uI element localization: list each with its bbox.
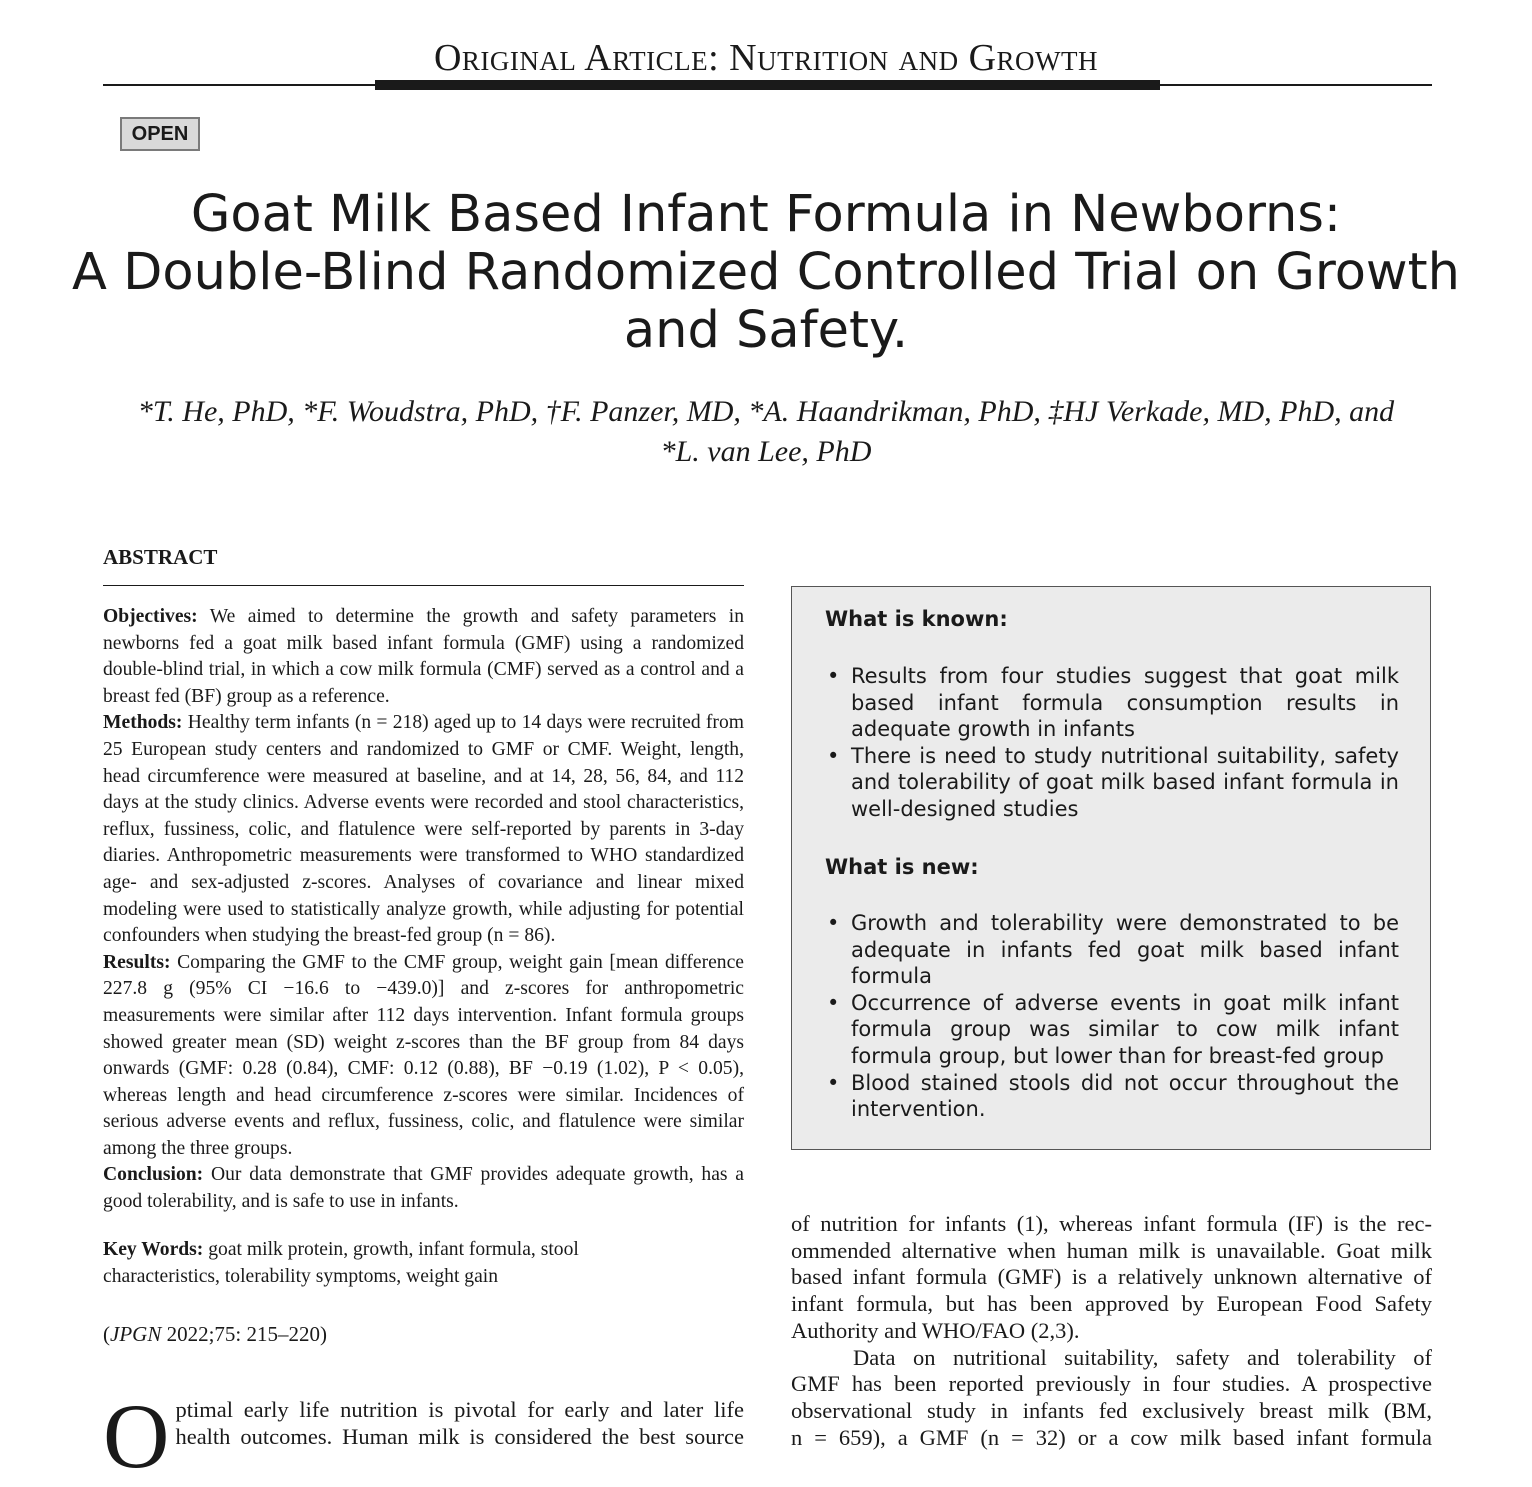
keywords-label: Key Words: [103,1239,204,1260]
abstract-results [103,950,744,1163]
keywords-line [103,1237,744,1264]
author-line: *T. He, PhD, *F. Woudstra, PhD, †F. Panzer, MD, *A. Haandrikman, PhD, ‡HJ Verkade, MD, PhD, and [137,395,1395,428]
keywords-text: goat milk protein, growth, infant formula, stool [208,1239,579,1260]
title-line: Goat Milk Based Infant Formula in Newborns: [190,185,1342,244]
methods-text: Healthy term infants (n = 218) aged up to 14 days were recruited from 25 European study centers and randomized to GMF or CMF. Weight, length, head circumference were measured at baseline, and at 14, 28, 56, 84, and 112 days at the study clinics. Adverse events were recorded and stool characteristics, reflux, fussiness, colic, and flatulence were self-reported by parents in 3-day diaries. Anthropometric measurements were transformed to WHO standardized age- and sex-adjusted z-scores. Analyses of covariance and linear mixed modeling were used to statistically analyze growth, while adjusting for potential confounders when studying the breast-fed group (n = 86). [103,712,744,947]
journal-citation [103,1322,327,1347]
conclusion-text: Our data demonstrate that GMF provides adequate growth, has a good tolerability, and is safe to use in infants. [103,1164,744,1213]
intro-text-left [103,1385,744,1487]
methods-label: Methods: [103,712,183,734]
known-list [825,663,1399,823]
results-text: Comparing the GMF to the CMF group, weight gain [mean difference 227.8 g (95% CI −16.6 to −439.0)] and z-scores for anthropometric measurements were similar after 112 days intervention. Infant formula groups showed greater mean (SD) weight z-scores than the BF group from 84 days onwards (GMF: 0.28 (0.84), CMF: 0.12 (0.88), BF −0.19 (1.02), P < 0.05), whereas length and head circumference z-scores were similar. Incidences of serious adverse events and reflux, fussiness, colic, and flatulence were similar among the three groups. [103,951,744,1159]
citation-details: 2022;75: 215–220) [161,1322,327,1346]
abstract-conclusion [103,1162,744,1215]
objectives-text: We aimed to determine the growth and safety parameters in newborns fed a goat milk based infant formula (GMF) using a randomized double-blind trial, in which a cow milk formula (CMF) served as a control and a breast fed (BF) group as a reference. [103,606,744,707]
new-heading: What is new: [825,855,979,879]
intro-line: of nutrition for infants (1), whereas infant formula (IF) is the rec- [791,1211,1432,1236]
conclusion-label: Conclusion: [103,1164,204,1186]
list-item: • Occurrence of adverse events in goat milk infant formula group was similar to cow milk infant formula group, but lower than for breast-fed group [825,990,1399,1070]
intro-line: infant formula, but has been approved by European Food Safety [791,1291,1432,1317]
intro-line: n = 659), a GMF (n = 32) or a cow milk based infant formula [791,1424,1432,1450]
abstract-body [103,604,744,1216]
open-access-badge: OPEN [120,117,200,151]
intro-line: based infant formula (GMF) is a relatively unknown alternative of [791,1264,1432,1290]
objectives-label: Objectives: [103,606,198,627]
section-heading: Original Article: Nutrition and Growth [433,37,1099,79]
intro-line: ptimal early life nutrition is pivotal for early and later life [175,1397,744,1422]
new-list [825,910,1399,1123]
intro-line: GMF has been reported previously in four studies. A prospective [791,1371,1432,1397]
author-line: *L. van Lee, PhD [660,435,872,468]
known-heading: What is known: [825,607,1008,631]
intro-line: Authority and WHO/FAO (2,3). [791,1317,1080,1343]
intro-line: Data on nutritional suitability, safety and tolerability of [853,1344,1432,1370]
citation-paren: ( [103,1322,110,1346]
drop-cap: O [103,1385,170,1487]
title-line: A Double-Blind Randomized Controlled Trial on Growth [72,243,1460,302]
abstract-methods [103,710,744,949]
intro-line: observational study in infants fed exclusively breast milk (BM, [791,1397,1432,1423]
list-item: • Results from four studies suggest that goat milk based infant formula consumption results in adequate growth in infants [825,663,1399,743]
intro-text-right [791,1211,1432,1451]
list-item: • Growth and tolerability were demonstrated to be adequate in infants fed goat milk based infant formula [825,910,1399,990]
author-list [80,392,1452,472]
article-title [60,186,1472,360]
intro-line: ommended alternative when human milk is unavailable. Goat milk [791,1237,1432,1263]
abstract-heading: ABSTRACT [103,545,218,569]
intro-line: health outcomes. Human milk is considered the best source [175,1424,744,1449]
journal-name: JPGN [110,1322,162,1346]
highlights-box [791,586,1431,1150]
abstract-rule [103,585,744,586]
list-item: • Blood stained stools did not occur throughout the intervention. [825,1070,1399,1123]
results-label: Results: [103,951,171,973]
keywords [103,1237,744,1290]
list-item: • There is need to study nutritional suitability, safety and tolerability of goat milk based infant formula in well-designed studies [825,743,1399,823]
abstract-objectives [103,604,744,710]
header-rule-accent [375,80,1160,90]
title-line: and Safety. [623,301,909,360]
keywords-line: characteristics, tolerability symptoms, weight gain [103,1265,499,1287]
